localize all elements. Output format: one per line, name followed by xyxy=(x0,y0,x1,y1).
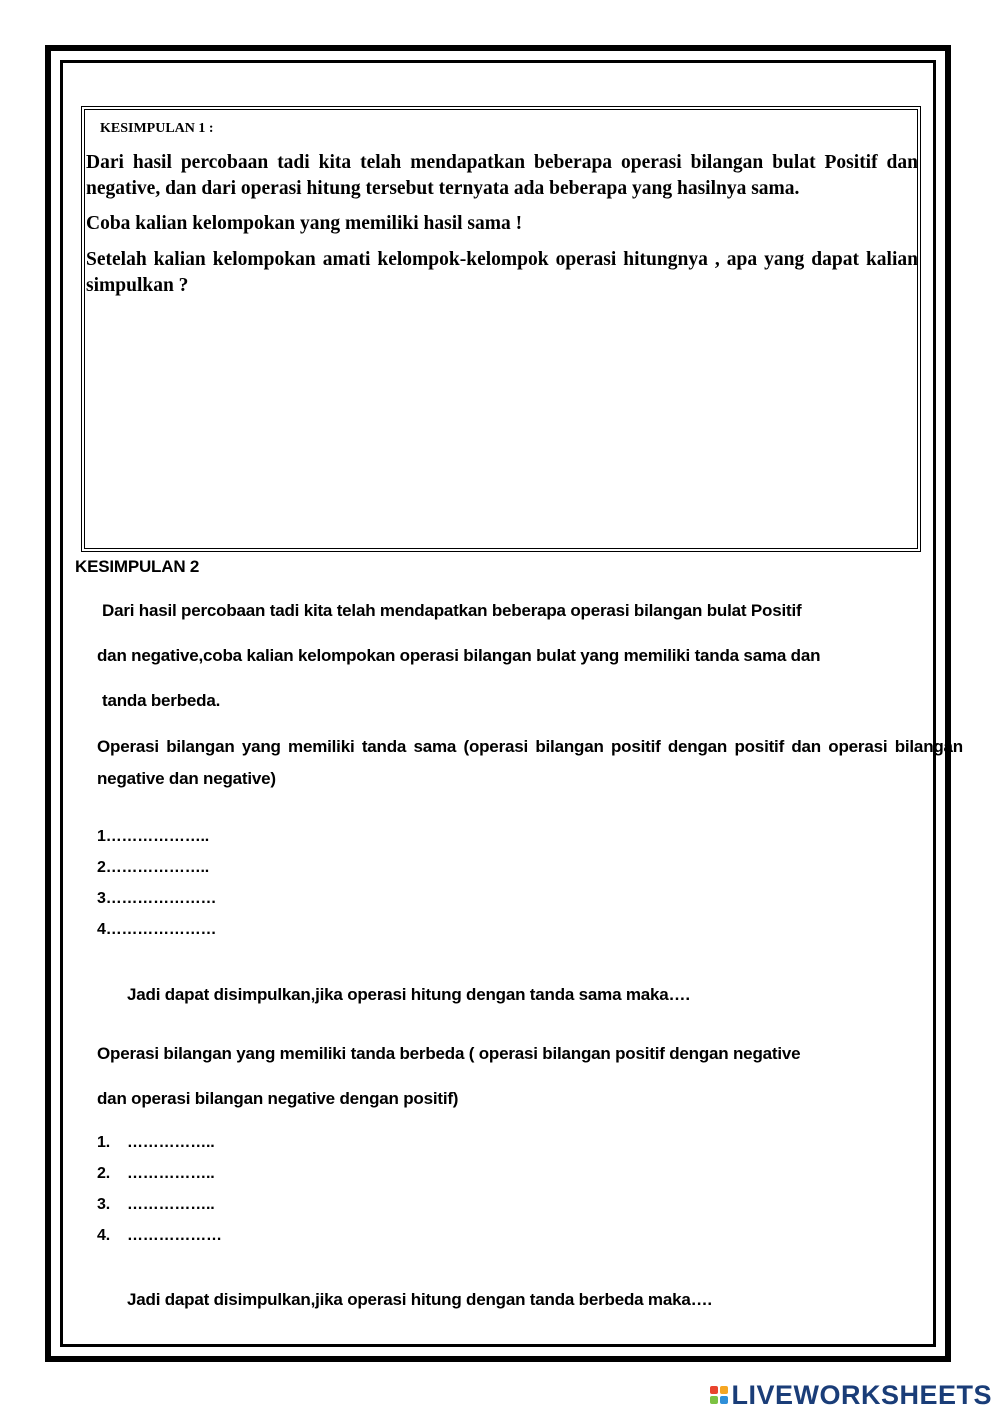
kesimpulan-2-intro-line-2: dan negative,coba kalian kelompokan operasi bilangan bulat yang memiliki tanda sama dan xyxy=(97,646,821,665)
kesimpulan-2-intro-line-3: tanda berbeda. xyxy=(102,691,221,710)
diff-sign-item-2 xyxy=(97,1165,215,1183)
liveworksheets-logo xyxy=(710,1381,992,1409)
kesimpulan-1-paragraph-3: Setelah kalian kelompokan amati kelompok-kelompok operasi hitungnya , apa yang dapat kalian simpulkan ? xyxy=(86,249,918,296)
diff-sign-number-1: 1. xyxy=(97,1134,110,1151)
logo-square-e xyxy=(720,1396,728,1404)
diff-sign-answer-4[interactable]: ……………… xyxy=(127,1227,222,1244)
same-sign-answer-2[interactable]: 2……………….. xyxy=(97,859,209,876)
diff-sign-description-line-1: Operasi bilangan yang memiliki tanda berbeda ( operasi bilangan positif dengan negative xyxy=(97,1044,801,1063)
diff-sign-conclusion: Jadi dapat disimpulkan,jika operasi hitung dengan tanda berbeda maka…. xyxy=(127,1290,712,1309)
logo-square-v xyxy=(710,1396,718,1404)
kesimpulan-1-paragraph-1: Dari hasil percobaan tadi kita telah mendapatkan beberapa operasi bilangan bulat Positif dan negative, dan dari operasi hitung tersebut ternyata ada beberapa yang hasilnya sama. xyxy=(86,152,918,199)
same-sign-conclusion: Jadi dapat disimpulkan,jika operasi hitung dengan tanda sama maka…. xyxy=(127,985,690,1004)
diff-sign-item-4 xyxy=(97,1227,222,1245)
same-sign-answer-3[interactable]: 3………………… xyxy=(97,890,217,907)
diff-sign-item-3 xyxy=(97,1196,215,1214)
diff-sign-number-3: 3. xyxy=(97,1196,110,1213)
logo-square-l xyxy=(710,1386,718,1394)
diff-sign-answer-3[interactable]: …………….. xyxy=(127,1196,215,1213)
diff-sign-number-2: 2. xyxy=(97,1165,110,1182)
kesimpulan-2-intro-line-1: Dari hasil percobaan tadi kita telah mendapatkan beberapa operasi bilangan bulat Positif xyxy=(102,601,802,620)
kesimpulan-2-title: KESIMPULAN 2 xyxy=(75,557,200,576)
logo-square-i xyxy=(720,1386,728,1394)
kesimpulan-1-paragraph-2: Coba kalian kelompokan yang memiliki hasil sama ! xyxy=(86,213,523,234)
diff-sign-answer-2[interactable]: …………….. xyxy=(127,1165,215,1182)
diff-sign-item-1 xyxy=(97,1134,215,1152)
diff-sign-number-4: 4. xyxy=(97,1227,110,1244)
same-sign-description: Operasi bilangan yang memiliki tanda sama (operasi bilangan positif dengan positif dan operasi bilangan negative dan negative) xyxy=(97,737,963,788)
diff-sign-description-line-2: dan operasi bilangan negative dengan positif) xyxy=(97,1089,459,1108)
diff-sign-answer-1[interactable]: …………….. xyxy=(127,1134,215,1151)
same-sign-answer-4[interactable]: 4………………… xyxy=(97,921,217,938)
logo-grid-icon xyxy=(710,1386,728,1404)
kesimpulan-1-title: KESIMPULAN 1 : xyxy=(100,121,214,136)
same-sign-answer-1[interactable]: 1……………….. xyxy=(97,828,209,845)
liveworksheets-brand: LIVEWORKSHEETS xyxy=(731,1379,992,1410)
